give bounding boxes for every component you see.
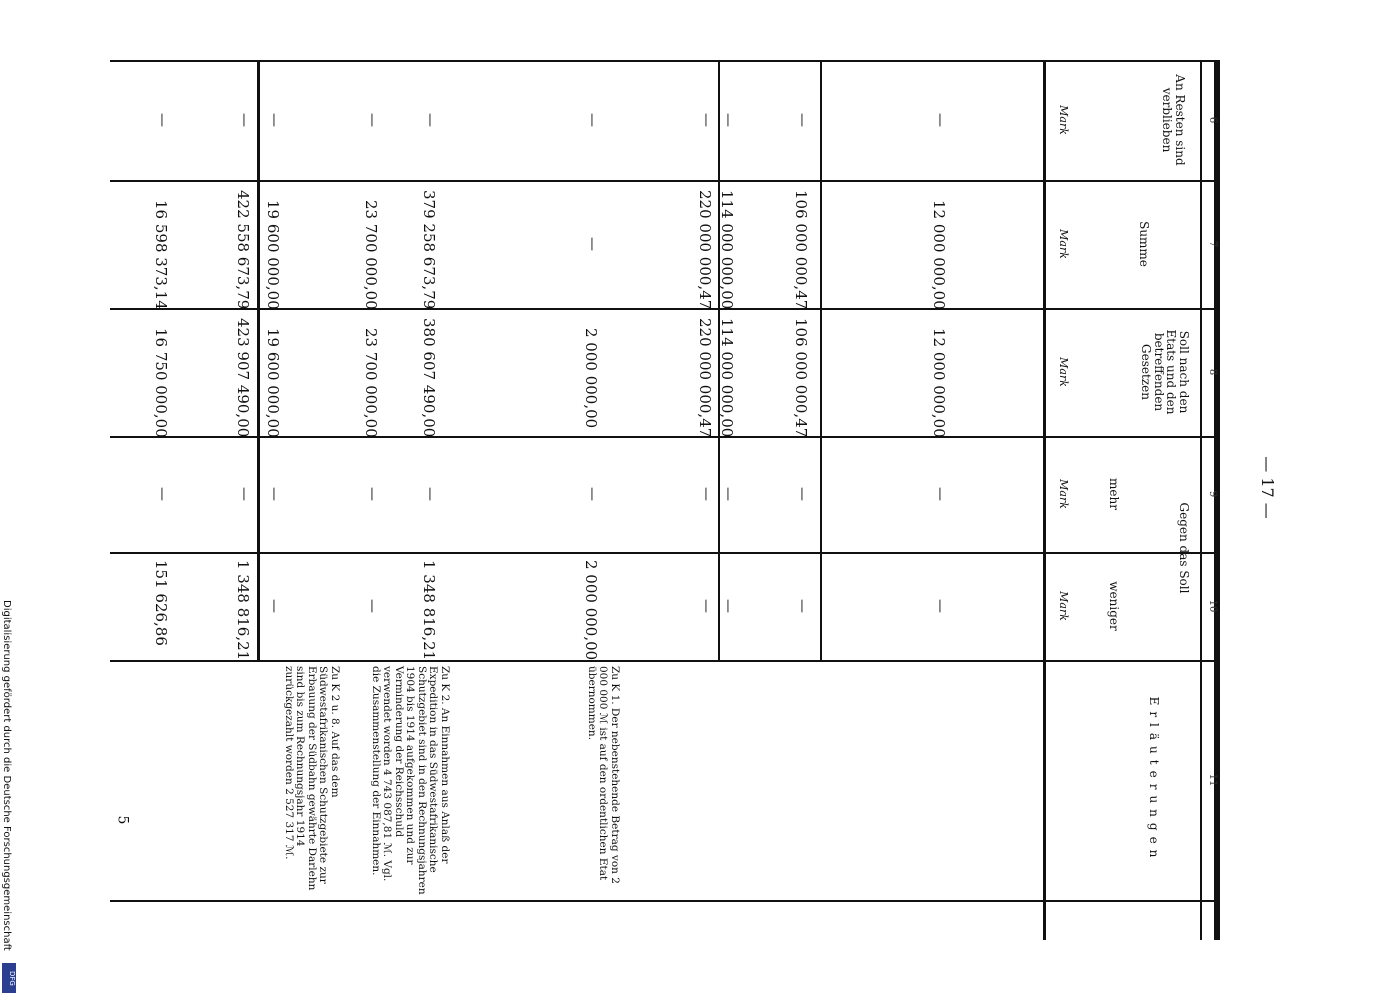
- cell-target: 106 000 000,47: [792, 318, 810, 438]
- cell-sum: 106 000 000,47: [792, 190, 810, 310]
- cell-sum: 16 598 373,14: [152, 200, 170, 310]
- cell-target: 23 700 000,00: [362, 328, 380, 438]
- cell-remaining: —: [932, 113, 948, 127]
- cell-remaining: —: [794, 113, 810, 127]
- header-bottom-border: [1043, 60, 1046, 940]
- cell-less: —: [720, 599, 736, 613]
- cell-more: —: [932, 487, 948, 501]
- cell-sum: —: [584, 237, 600, 251]
- cell-less: —: [364, 599, 380, 613]
- cell-more: —: [422, 487, 438, 501]
- unit-mark: Mark: [1057, 229, 1070, 259]
- cell-remaining: —: [154, 113, 170, 127]
- unit-mark: Mark: [1057, 357, 1070, 387]
- cell-target: 2 000 000,00: [582, 328, 600, 429]
- cell-target: 114 000 000,00: [718, 318, 736, 438]
- page-number: — 17 —: [1257, 456, 1277, 519]
- header-remaining: An Resten sind verblieben: [1160, 74, 1187, 166]
- col-divider: [110, 900, 1220, 902]
- digitization-credit: Digitalisierung gefördert durch die Deutsche Forschungsgemeinschaft: [1, 600, 12, 951]
- cell-target: 423 907 490,00: [234, 318, 252, 438]
- cell-more: —: [236, 487, 252, 501]
- cell-less: 2 000 000,00: [582, 560, 600, 661]
- cell-sum: 114 000 000,00: [718, 190, 736, 310]
- cell-less: —: [794, 599, 810, 613]
- cell-target: 12 000 000,00: [930, 328, 948, 438]
- cell-more: —: [794, 487, 810, 501]
- col-number-7: 7: [1207, 240, 1218, 248]
- col-number-10: 10: [1207, 599, 1218, 613]
- cell-less: —: [698, 599, 714, 613]
- cell-remaining: —: [720, 113, 736, 127]
- header-sum: Summe: [1137, 221, 1151, 267]
- cell-sum: 379 258 673,79: [420, 190, 438, 310]
- note-k2: Zu K 2. An Einnahmen aus Anlaß der Expedition in das Südwestafrikanische Schutzgebiet sind in den Rechnungsjahren 1904 bis 1914 aufgekommen und zur Verminderung der Reichsschuld verwendet worden 4 743 087,81 ℳ. Vgl. die Zusammenstellung der Einnahmen.: [369, 666, 451, 895]
- cell-sum: 19 600 000,00: [264, 200, 282, 310]
- unit-mark: Mark: [1057, 105, 1070, 135]
- header-more: mehr: [1107, 478, 1121, 510]
- col-number-6: 6: [1207, 116, 1218, 124]
- cell-sum: 220 000 000,47: [696, 190, 714, 310]
- cell-sum: 23 700 000,00: [362, 200, 380, 310]
- col-number-8: 8: [1207, 368, 1218, 376]
- unit-mark: Mark: [1057, 479, 1070, 509]
- cell-remaining: —: [584, 113, 600, 127]
- unit-mark: Mark: [1057, 591, 1070, 621]
- cell-less: 1 348 816,21: [234, 560, 252, 661]
- note-k2-k8: Zu K 2 u. 8. Auf das dem Südwestafrikanischen Schutzgebiete zur Erbauung der Südbahn gewährte Darlehn sind bis zum Rechnungsjahr 1914 zurückgezahlt worden 2 527 317 ℳ.: [282, 666, 341, 891]
- cell-target: 19 600 000,00: [264, 328, 282, 438]
- colnum-divider: [1200, 60, 1202, 940]
- row-separator: [820, 60, 822, 660]
- cell-remaining: —: [364, 113, 380, 127]
- col-number-9: 9: [1207, 490, 1218, 498]
- col-number-11: 11: [1207, 773, 1218, 787]
- footer-page-number: 5: [114, 815, 131, 825]
- cell-less: —: [932, 599, 948, 613]
- cell-more: —: [364, 487, 380, 501]
- cell-target: 16 750 000,00: [152, 328, 170, 438]
- cell-less: —: [266, 599, 282, 613]
- cell-more: —: [698, 487, 714, 501]
- header-target: Soll nach den Etats und den betreffenden Gesetzen: [1139, 329, 1191, 415]
- note-k1: Zu K 1. Der nebenstehende Betrag von 2 000 000 ℳ ist auf den ordentlichen Etat übernommen.: [585, 666, 621, 884]
- header-notes: Erläuterungen: [1147, 696, 1161, 864]
- cell-more: —: [720, 487, 736, 501]
- cell-more: —: [584, 487, 600, 501]
- cell-sum: 422 558 673,79: [234, 190, 252, 310]
- col-divider: [110, 660, 1220, 662]
- dfg-logo: DFG: [2, 963, 16, 993]
- cell-target: 220 000 000,47: [696, 318, 714, 438]
- header-less: weniger: [1107, 581, 1121, 631]
- cell-remaining: —: [422, 113, 438, 127]
- cell-less: 151 626,86: [152, 560, 170, 646]
- cell-more: —: [266, 487, 282, 501]
- cell-remaining: —: [266, 113, 282, 127]
- col-divider: [110, 180, 1220, 182]
- cell-more: —: [154, 487, 170, 501]
- header-group-vs-target: Gegen das Soll: [1177, 502, 1191, 594]
- cell-remaining: —: [236, 113, 252, 127]
- cell-target: 380 607 490,00: [420, 318, 438, 438]
- cell-less: 1 348 816,21: [420, 560, 438, 661]
- rotated-table: [110, 60, 1220, 940]
- cell-remaining: —: [698, 113, 714, 127]
- row-separator: [257, 60, 260, 660]
- cell-sum: 12 000 000,00: [930, 200, 948, 310]
